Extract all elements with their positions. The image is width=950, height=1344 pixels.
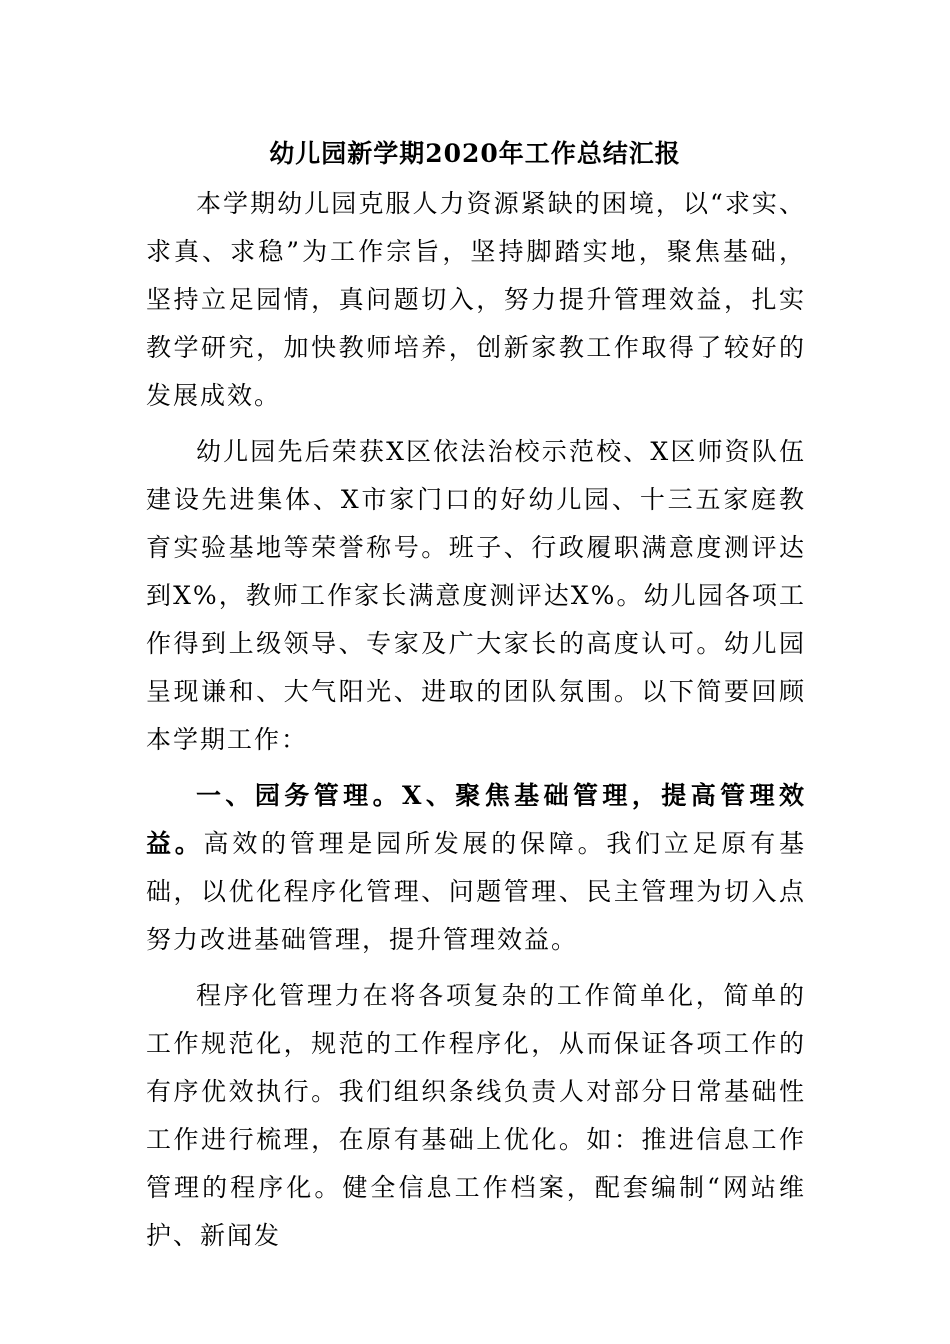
paragraph-management xyxy=(146,772,806,964)
paragraph-text: 本学期幼儿园克服人力资源紧缺的困境，以“求实、求真、求稳”为工作宗旨，坚持脚踏实地，聚焦基础，坚持立足园情，真问题切入，努力提升管理效益，扎实教学研究，加快教师培养，创新家教工作取得了较好的发展成效。 xyxy=(146,189,806,410)
paragraph-text: 高效的管理是园所发展的保障。我们立足原有基础，以优化程序化管理、问题管理、民主管理为切入点努力改进基础管理，提升管理效益。 xyxy=(146,829,806,954)
paragraph-text: 幼儿园先后荣获X区依法治校示范校、X区师资队伍建设先进集体、X市家门口的好幼儿园、十三五家庭教育实验基地等荣誉称号。班子、行政履职满意度测评达到X%，教师工作家长满意度测评达X%。幼儿园各项工作得到上级领导、专家及广大家长的高度认可。幼儿园呈现谦和、大气阳光、进取的团队氛围。以下简要回顾本学期工作： xyxy=(146,437,806,754)
paragraph-intro xyxy=(146,180,806,420)
paragraph-honors xyxy=(146,428,806,764)
document-title: 幼儿园新学期2020年工作总结汇报 xyxy=(269,139,681,168)
paragraph-procedural xyxy=(146,972,806,1260)
paragraph-text: 程序化管理力在将各项复杂的工作简单化，简单的工作规范化，规范的工作程序化，从而保证各项工作的有序优效执行。我们组织条线负责人对部分日常基础性工作进行梳理，在原有基础上优化。如：推进信息工作管理的程序化。健全信息工作档案，配套编制“网站维护、新闻发 xyxy=(146,981,806,1250)
section-heading: 一、园务管理。X、聚焦基础管理，提高管理效益。 xyxy=(146,781,806,858)
document-body xyxy=(146,180,806,1268)
